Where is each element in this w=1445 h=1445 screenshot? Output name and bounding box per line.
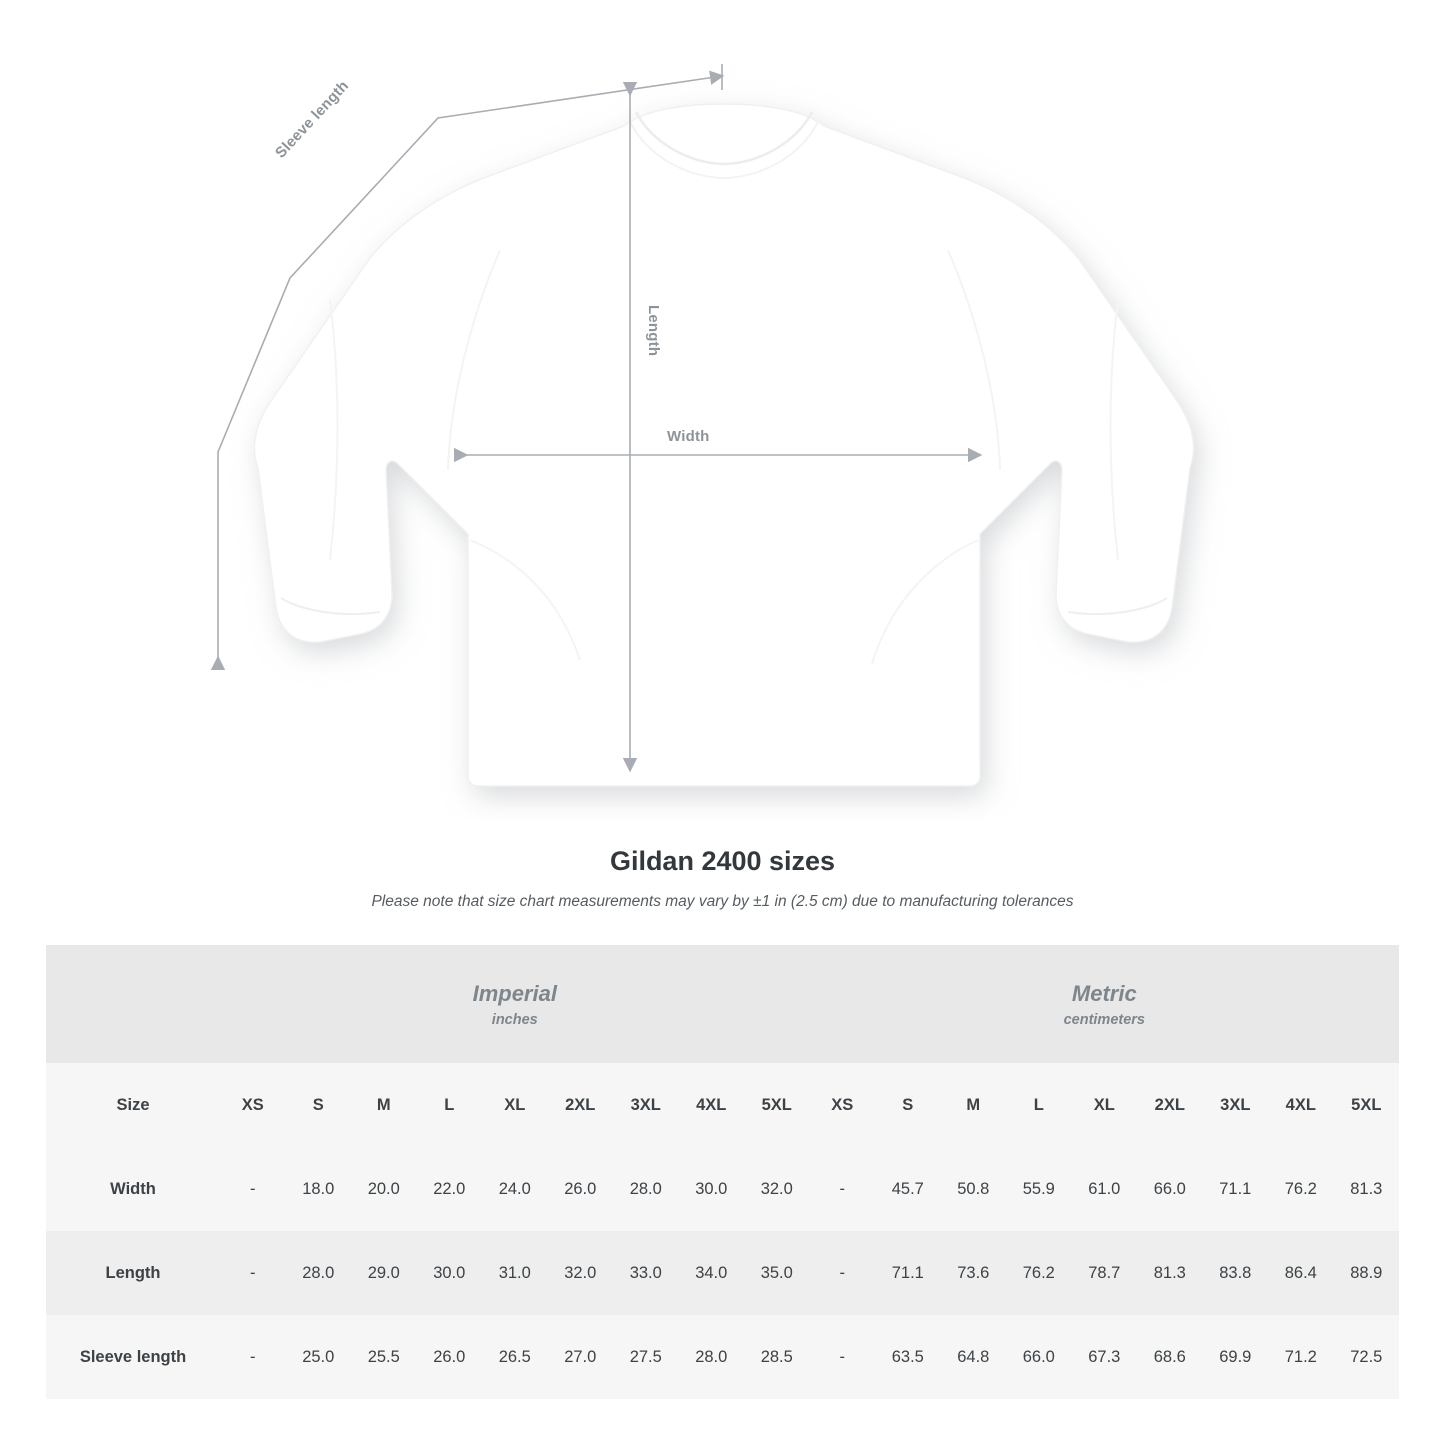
- cell-width-metric-2xl: 66.0: [1137, 1147, 1203, 1231]
- cell-length-metric-m: 73.6: [941, 1231, 1007, 1315]
- cell-width-imperial-5xl: 32.0: [744, 1147, 810, 1231]
- cell-sleeve-imperial-2xl: 27.0: [548, 1315, 614, 1399]
- cell-length-imperial-xs: -: [220, 1231, 286, 1315]
- column-header-imperial-s: S: [286, 1063, 352, 1147]
- page-title: Gildan 2400 sizes: [609, 846, 836, 876]
- cell-sleeve-imperial-5xl: 28.5: [744, 1315, 810, 1399]
- sleeve-length-label: Sleeve length: [272, 77, 353, 162]
- column-header-metric-s: S: [875, 1063, 941, 1147]
- column-header-metric-5xl: 5XL: [1334, 1063, 1400, 1147]
- column-header-metric-m: M: [941, 1063, 1007, 1147]
- column-header-imperial-l: L: [417, 1063, 483, 1147]
- cell-length-metric-3xl: 83.8: [1203, 1231, 1269, 1315]
- unit-group-header-row: [46, 945, 1399, 1063]
- cell-length-imperial-2xl: 32.0: [548, 1231, 614, 1315]
- cell-sleeve-metric-3xl: 69.9: [1203, 1315, 1269, 1399]
- cell-sleeve-imperial-s: 25.0: [286, 1315, 352, 1399]
- table-row: [46, 1315, 1399, 1399]
- cell-sleeve-metric-2xl: 68.6: [1137, 1315, 1203, 1399]
- cell-length-imperial-4xl: 34.0: [679, 1231, 745, 1315]
- unit-group-metric-name: Metric: [1071, 981, 1137, 1007]
- cell-length-imperial-xl: 31.0: [482, 1231, 548, 1315]
- cell-width-imperial-xl: 24.0: [482, 1147, 548, 1231]
- cell-width-imperial-l: 22.0: [417, 1147, 483, 1231]
- width-label: Width: [667, 428, 710, 445]
- cell-sleeve-imperial-l: 26.0: [417, 1315, 483, 1399]
- cell-sleeve-metric-4xl: 71.2: [1268, 1315, 1334, 1399]
- cell-length-imperial-m: 29.0: [351, 1231, 417, 1315]
- cell-sleeve-imperial-m: 25.5: [351, 1315, 417, 1399]
- column-header-imperial-3xl: 3XL: [613, 1063, 679, 1147]
- cell-width-metric-4xl: 76.2: [1268, 1147, 1334, 1231]
- shirt-shape: [254, 104, 1193, 786]
- cell-sleeve-imperial-3xl: 27.5: [613, 1315, 679, 1399]
- column-header-metric-3xl: 3XL: [1203, 1063, 1269, 1147]
- unit-group-metric-sub: centimeters: [1063, 1011, 1145, 1028]
- column-header-imperial-2xl: 2XL: [548, 1063, 614, 1147]
- cell-length-imperial-3xl: 33.0: [613, 1231, 679, 1315]
- cell-length-metric-5xl: 88.9: [1334, 1231, 1400, 1315]
- cell-sleeve-imperial-4xl: 28.0: [679, 1315, 745, 1399]
- cell-sleeve-metric-s: 63.5: [875, 1315, 941, 1399]
- column-header-metric-2xl: 2XL: [1137, 1063, 1203, 1147]
- column-header-metric-4xl: 4XL: [1268, 1063, 1334, 1147]
- cell-sleeve-imperial-xs: -: [220, 1315, 286, 1399]
- cell-width-metric-s: 45.7: [875, 1147, 941, 1231]
- chart-heading: [0, 846, 1445, 911]
- cell-length-imperial-s: 28.0: [286, 1231, 352, 1315]
- table-row: [46, 1231, 1399, 1315]
- cell-width-imperial-4xl: 30.0: [679, 1147, 745, 1231]
- cell-length-imperial-l: 30.0: [417, 1231, 483, 1315]
- cell-length-metric-xl: 78.7: [1072, 1231, 1138, 1315]
- cell-width-metric-3xl: 71.1: [1203, 1147, 1269, 1231]
- tolerance-note: Please note that size chart measurements may vary by ±1 in (2.5 cm) due to manufacturing tolerances: [371, 893, 1074, 910]
- row-label-width: Width: [46, 1147, 220, 1231]
- cell-length-metric-l: 76.2: [1006, 1231, 1072, 1315]
- column-header-metric-xl: XL: [1072, 1063, 1138, 1147]
- cell-sleeve-metric-xl: 67.3: [1072, 1315, 1138, 1399]
- cell-sleeve-metric-xs: -: [810, 1315, 876, 1399]
- cell-sleeve-metric-5xl: 72.5: [1334, 1315, 1400, 1399]
- cell-length-imperial-5xl: 35.0: [744, 1231, 810, 1315]
- cell-width-metric-l: 55.9: [1006, 1147, 1072, 1231]
- cell-width-metric-m: 50.8: [941, 1147, 1007, 1231]
- row-label-sleeve-length: Sleeve length: [46, 1315, 220, 1399]
- cell-width-imperial-m: 20.0: [351, 1147, 417, 1231]
- length-label: Length: [645, 305, 662, 357]
- size-chart-table-wrap: [46, 945, 1399, 1399]
- column-header-imperial-xs: XS: [220, 1063, 286, 1147]
- column-header-imperial-5xl: 5XL: [744, 1063, 810, 1147]
- row-label-length: Length: [46, 1231, 220, 1315]
- cell-width-imperial-2xl: 26.0: [548, 1147, 614, 1231]
- unit-header-spacer: [46, 945, 220, 1063]
- column-header-imperial-m: M: [351, 1063, 417, 1147]
- cell-length-metric-2xl: 81.3: [1137, 1231, 1203, 1315]
- column-header-metric-xs: XS: [810, 1063, 876, 1147]
- cell-sleeve-imperial-xl: 26.5: [482, 1315, 548, 1399]
- column-header-size: Size: [46, 1063, 220, 1147]
- size-chart-table: [46, 945, 1399, 1399]
- column-header-imperial-xl: XL: [482, 1063, 548, 1147]
- unit-group-imperial-name: Imperial: [472, 981, 557, 1007]
- cell-length-metric-4xl: 86.4: [1268, 1231, 1334, 1315]
- cell-width-imperial-s: 18.0: [286, 1147, 352, 1231]
- column-header-imperial-4xl: 4XL: [679, 1063, 745, 1147]
- cell-sleeve-metric-l: 66.0: [1006, 1315, 1072, 1399]
- unit-group-imperial: [220, 945, 810, 1063]
- cell-width-imperial-3xl: 28.0: [613, 1147, 679, 1231]
- cell-width-metric-5xl: 81.3: [1334, 1147, 1400, 1231]
- size-header-row: [46, 1063, 1399, 1147]
- cell-width-metric-xs: -: [810, 1147, 876, 1231]
- unit-group-imperial-sub: inches: [491, 1011, 538, 1028]
- cell-length-metric-xs: -: [810, 1231, 876, 1315]
- column-header-metric-l: L: [1006, 1063, 1072, 1147]
- table-row: [46, 1147, 1399, 1231]
- cell-length-metric-s: 71.1: [875, 1231, 941, 1315]
- cell-width-imperial-xs: -: [220, 1147, 286, 1231]
- unit-group-metric: [810, 945, 1400, 1063]
- cell-width-metric-xl: 61.0: [1072, 1147, 1138, 1231]
- cell-sleeve-metric-m: 64.8: [941, 1315, 1007, 1399]
